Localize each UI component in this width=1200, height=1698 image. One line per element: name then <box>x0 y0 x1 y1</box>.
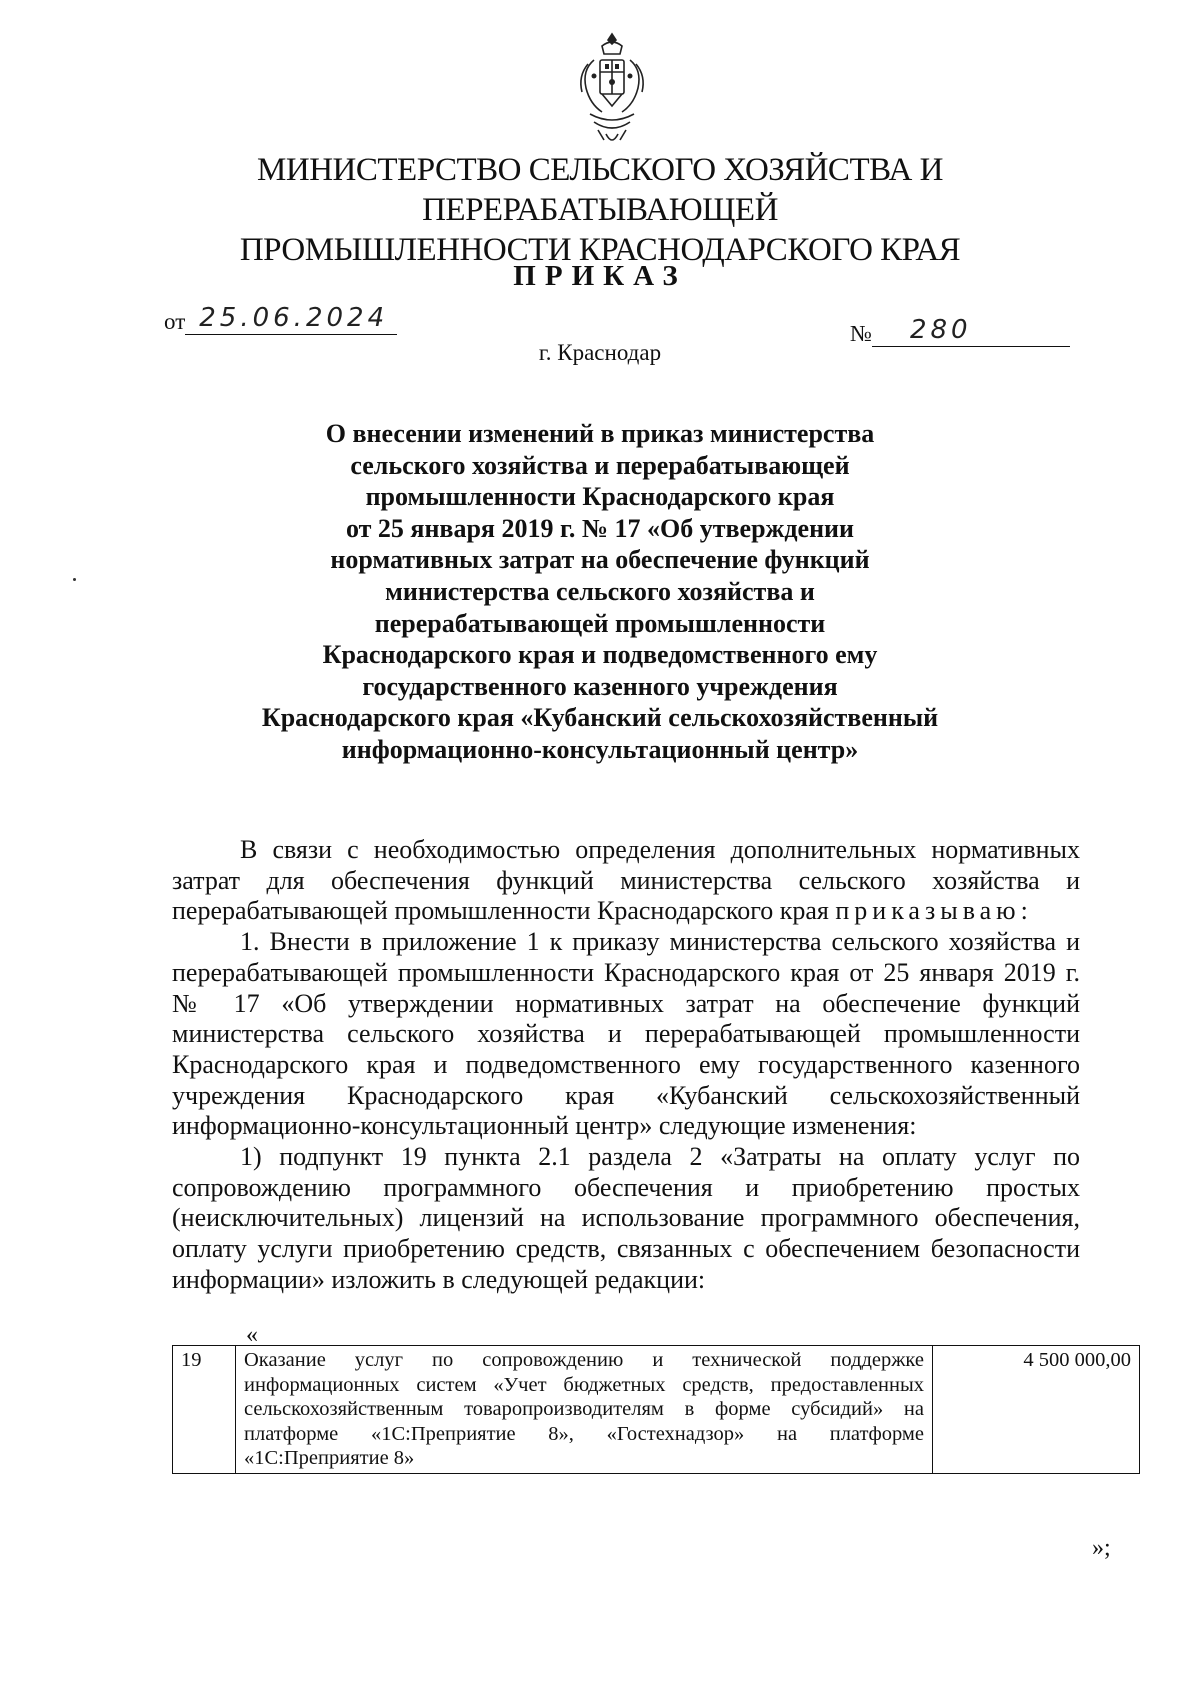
costs-table <box>172 1345 1140 1474</box>
subject-line: перерабатывающей промышленности <box>374 608 826 638</box>
order-subject <box>200 418 1000 766</box>
order-date <box>164 303 397 335</box>
order-word: приказываю <box>835 896 1021 926</box>
row-number: 19 <box>173 1346 236 1474</box>
table-row <box>173 1346 1140 1474</box>
row-description: Оказание услуг по сопровождению и технической поддержке информационных систем «Учет бюджетных средств, предоставленных сельскохозяйственным товаропроизводителям в форме субсидий» на платформе «1С:Преприятие 8», «Гостехнадзор» на платформе «1С:Преприятие 8» <box>236 1346 933 1474</box>
subject-line: Краснодарского края «Кубанский сельскохозяйственный <box>261 703 939 733</box>
subject-line: сельского хозяйства и перерабатывающей <box>350 450 850 480</box>
subject-line: информационно-консультационный центр» <box>341 734 859 764</box>
subitem-1-paragraph: 1) подпункт 19 пункта 2.1 раздела 2 «Затраты на оплату услуг по сопровождению программного обеспечения и приобретению простых (неисключительных) лицензий на использование программного обеспечения, оплату услуги приобретению средств, связанных с обеспечением безопасности информации» изложить в следующей редакции: <box>172 1142 1080 1294</box>
date-prefix: от <box>164 309 186 334</box>
order-body <box>172 835 1080 1296</box>
handwritten-date: 25.06.2024 <box>199 303 389 333</box>
subject-line: Краснодарского края и подведомственного ему <box>322 640 878 670</box>
subject-line: государственного казенного учреждения <box>362 671 838 701</box>
subject-line: нормативных затрат на обеспечение функций <box>330 545 870 575</box>
number-prefix: № <box>850 321 872 346</box>
preamble-text: В связи с необходимостью определения дополнительных нормативных затрат для обеспечения функций министерства сельского хозяйства и перерабатывающей промышленности Краснодарского края <box>172 835 1080 926</box>
subject-line: О внесении изменений в приказ министерства <box>325 419 875 448</box>
item-1-paragraph: 1. Внести в приложение 1 к приказу министерства сельского хозяйства и перерабатывающей промышленности Краснодарского края от 25 января 2019 г. № 17 «Об утверждении нормативных затрат на обеспечение функций министерства сельского хозяйства и перерабатывающей промышленности Краснодарского края и подведомственного ему государственного казенного учреждения Краснодарского края «Кубанский сельскохозяйственный информационно-консультационный центр» следующие изменения: <box>172 927 1080 1141</box>
coat-of-arms-emblem <box>572 30 652 150</box>
row-amount: 4 500 000,00 <box>933 1346 1140 1474</box>
ministry-name-line-2: ПРОМЫШЛЕННОСТИ КРАСНОДАРСКОГО КРАЯ <box>239 232 961 268</box>
subject-line: от 25 января 2019 г. № 17 «Об утверждении <box>345 513 855 543</box>
preamble-paragraph <box>172 835 1080 927</box>
quote-close: »; <box>1092 1535 1111 1561</box>
city: г. Краснодар <box>538 340 662 365</box>
subject-line: промышленности Краснодарского края <box>365 482 835 512</box>
subject-line: министерства сельского хозяйства и <box>385 576 815 606</box>
handwritten-number: 280 <box>909 315 972 345</box>
scan-speck <box>73 578 76 581</box>
ministry-name <box>80 150 1120 270</box>
preamble-colon: : <box>1020 896 1028 926</box>
date-underline <box>185 303 397 335</box>
ministry-name-line-1: МИНИСТЕРСТВО СЕЛЬСКОГО ХОЗЯЙСТВА И ПЕРЕРАБАТЫВАЮЩЕЙ <box>257 152 943 228</box>
order-title: ПРИКАЗ <box>513 260 687 292</box>
quote-open: « <box>246 1322 258 1348</box>
